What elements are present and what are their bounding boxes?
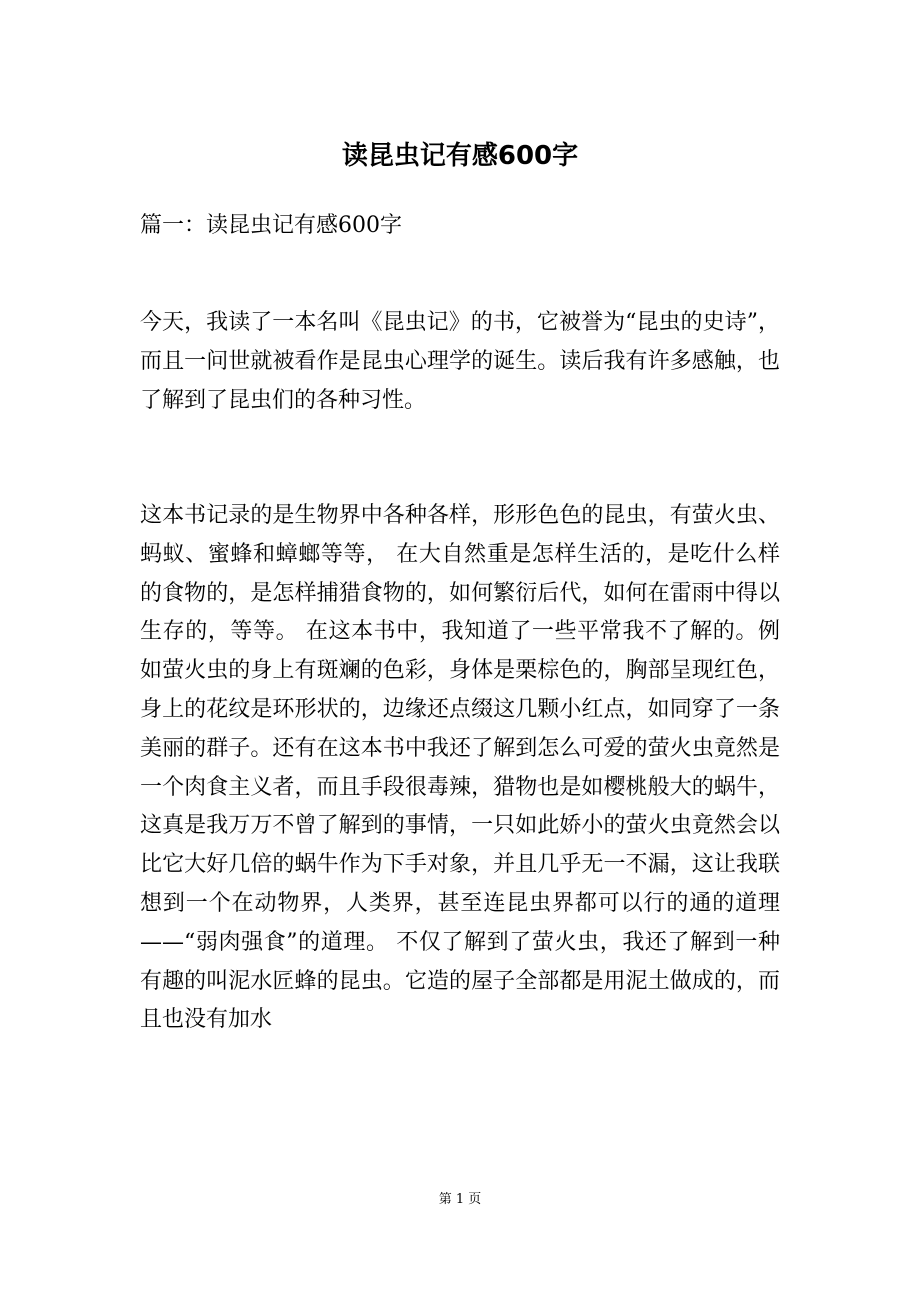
body-paragraph: 今天，我读了一本名叫《昆虫记》的书，它被誉为“昆虫的史诗”，而且一问世就被看作是昆虫心理学的诞生。读后我有许多感触，也了解到了昆虫们的各种习性。 — [140, 310, 780, 413]
page-number: 第 1 页 — [438, 1192, 482, 1207]
section-heading: 篇一：读昆虫记有感600字 — [140, 213, 402, 238]
document-title: 读昆虫记有感600字 — [341, 141, 579, 171]
body-paragraph: 这本书记录的是生物界中各种各样，形形色色的昆虫，有萤火虫、蚂蚁、蜜蜂和蟑螂等等， 在大自然重是怎样生活的，是吃什么样的食物的，是怎样捕猎食物的，如何繁衍后代，如何在雷雨中得以生存的，等等。 在这本书中，我知道了一些平常我不了解的。例如萤火虫的身上有斑斓的色彩，身体是栗棕色的，胸部呈现红色，身上的花纹是环形状的，边缘还点缀这几颗小红点，如同穿了一条美丽的群子。还有在这本书中我还了解到怎么可爱的萤火虫竟然是一个肉食主义者，而且手段很毒辣，猎物也是如樱桃般大的蜗牛，这真是我万万不曾了解到的事情，一只如此娇小的萤火虫竟然会以比它大好几倍的蜗牛作为下手对象，并且几乎无一不漏，这让我联想到一个在动物界，人类界，甚至连昆虫界都可以行的通的道理——“弱肉强食”的道理。 不仅了解到了萤火虫，我还了解到一种有趣的叫泥水匠蜂的昆虫。它造的屋子全部都是用泥土做成的，而且也没有加水 — [140, 503, 780, 1033]
